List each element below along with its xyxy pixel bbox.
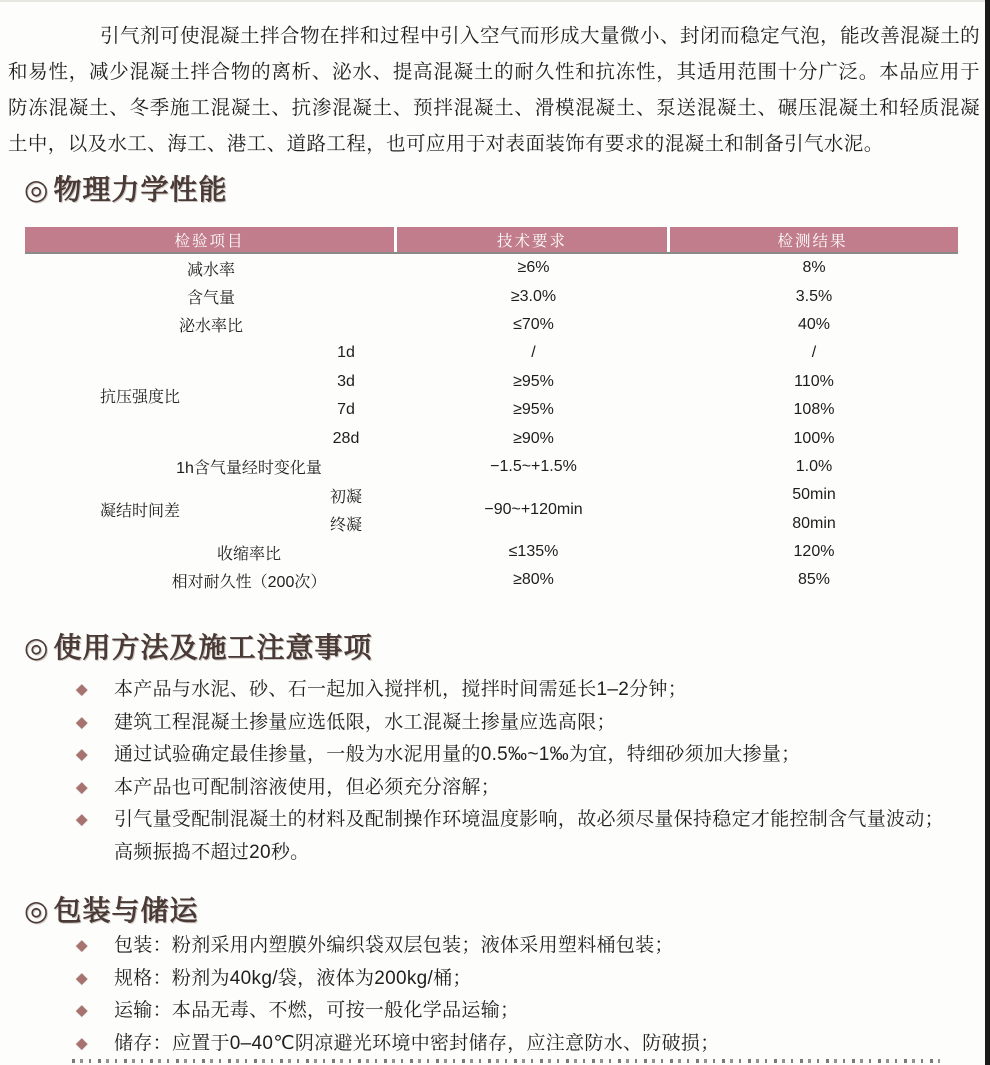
scan-right-edge: [985, 0, 990, 1065]
cell-item: 减水率: [186, 261, 235, 279]
section-marker-icon: ◎: [24, 174, 50, 205]
table-row: [295, 368, 958, 396]
cell-result: 85%: [797, 571, 831, 589]
diamond-bullet-icon: ◆: [76, 969, 88, 987]
table-row: [295, 396, 958, 424]
table-row: [25, 254, 958, 282]
table-row: [295, 424, 958, 452]
table-header-row: [25, 227, 958, 254]
cell-item: 泌水率比: [178, 318, 243, 336]
bullet-text: 本产品与水泥、砂、石一起加入搅拌机，搅拌时间需延长1–2分钟；: [114, 679, 688, 700]
table-row: [25, 282, 958, 310]
cell-item: 收缩率比: [216, 545, 281, 563]
group-label: 凝结时间差: [99, 503, 180, 521]
bullet-text: 通过试验确定最佳掺量，一般为水泥用量的0.5‰~1‰为宜，特细砂须加大掺量；: [114, 744, 801, 766]
cell-item: 1h含气量经时变化量: [176, 460, 322, 478]
table-header-requirement: 技术要求: [397, 227, 670, 252]
cell-result: 110%: [794, 372, 834, 390]
cell-result: 3.5%: [795, 287, 833, 305]
group-label: 抗压强度比: [99, 389, 180, 407]
cell-age: 7d: [337, 401, 355, 419]
cell-requirement: ≥95%: [513, 401, 554, 419]
section-title: 物理力学性能: [53, 174, 228, 205]
diamond-bullet-icon: ◆: [76, 1034, 88, 1052]
cell-item: 含气量: [186, 290, 235, 308]
cell-result: /: [811, 344, 817, 362]
cell-requirement: ≥3.0%: [510, 287, 557, 305]
table-row: [25, 566, 958, 594]
section-heading-physical: [24, 168, 227, 208]
list-item: [76, 707, 960, 740]
bullet-text: 包装：粉剂采用内塑膜外编织袋双层包装；液体采用塑料桶包装；: [114, 935, 674, 956]
cell-result: 100%: [793, 429, 835, 447]
section-heading-usage: [24, 626, 372, 666]
cell-age: 1d: [337, 344, 355, 362]
cell-result: 8%: [802, 259, 826, 277]
bullet-text: 运输：本品无毒、不燃，可按一般化学品运输；: [114, 1000, 520, 1022]
list-item: [76, 772, 960, 805]
section-marker-icon: ◎: [24, 632, 50, 663]
table-group-compressive-strength: [25, 339, 958, 453]
section-heading-packaging: [24, 889, 198, 929]
cell-age: 3d: [337, 372, 355, 390]
cell-age: 28d: [332, 429, 360, 447]
cell-requirement: ≤70%: [513, 315, 554, 333]
cell-requirement: ≥6%: [517, 259, 550, 277]
diamond-bullet-icon: ◆: [76, 1002, 88, 1020]
intro-paragraph: 引气剂可使混凝土拌合物在拌和过程中引入空气而形成大量微小、封闭而稳定气泡，能改善混凝土的和易性，减少混凝土拌合物的离析、泌水、提高混凝土的耐久性和抗冻性，其适用范围十分广泛。本品应用于防冻混凝土、冬季施工混凝土、抗渗混凝土、预拌混凝土、滑模混凝土、泵送混凝土、碾压混凝土和轻质混凝土中，以及水工、海工、港工、道路工程，也可应用于对表面装饰有要求的混凝土和制备引气水泥。: [8, 25, 980, 155]
cell-stage: 终凝: [329, 517, 362, 535]
list-item: [76, 1028, 960, 1061]
table-group-setting-time: [25, 481, 958, 538]
packaging-bullet-list: [76, 930, 960, 1060]
bullet-text: 本产品也可配制溶液使用，但必须充分溶解；: [114, 776, 501, 798]
list-item: [76, 930, 960, 963]
cell-result: 40%: [797, 315, 831, 333]
cell-requirement: ≥80%: [513, 571, 554, 589]
cell-result: 108%: [793, 401, 835, 419]
cell-item: 相对耐久性（200次）: [171, 573, 327, 591]
cell-requirement: −1.5~+1.5%: [490, 457, 577, 475]
table-row: [25, 453, 958, 481]
table-header-item: 检验项目: [25, 227, 397, 252]
table-header-result: 检测结果: [777, 232, 848, 250]
table-row: [25, 538, 958, 566]
list-item: [76, 995, 960, 1028]
list-item: [76, 739, 960, 772]
cell-result: 50min: [792, 486, 836, 504]
cell-requirement: ≥90%: [513, 429, 554, 447]
scan-top-smudge: [0, 0, 990, 2]
section-title: 使用方法及施工注意事项: [53, 632, 373, 663]
list-item: [76, 674, 960, 707]
table-row: [295, 339, 958, 367]
section-title: 包装与储运: [53, 895, 199, 926]
cell-requirement: −90~+120min: [484, 500, 583, 518]
bullet-text: 规格：粉剂为40kg/袋，液体为200kg/桶；: [114, 967, 472, 989]
bullet-text: 建筑工程混凝土掺量应选低限，水工混凝土掺量应选高限；: [114, 711, 616, 733]
cell-requirement: ≤135%: [508, 543, 559, 561]
group-stage-column: [295, 481, 397, 538]
list-item: [76, 804, 960, 869]
diamond-bullet-icon: ◆: [76, 811, 88, 829]
group-result-column: [670, 481, 958, 538]
diamond-bullet-icon: ◆: [76, 681, 88, 698]
cell-requirement: ≥95%: [513, 372, 554, 390]
diamond-bullet-icon: ◆: [76, 746, 88, 764]
usage-bullet-list: [76, 674, 960, 870]
bullet-text: 储存：应置于0–40℃阴凉避光环境中密封储存，应注意防水、防破损；: [114, 1032, 720, 1054]
truncated-bottom-text-fragment: [72, 1059, 940, 1063]
group-rows: [295, 339, 958, 453]
diamond-bullet-icon: ◆: [76, 778, 88, 796]
bullet-text: 引气量受配制混凝土的材料及配制操作环境温度影响，故必须尽量保持稳定才能控制含气量波动；高频振捣不超过20秒。: [114, 809, 944, 863]
table-row: [25, 311, 958, 339]
list-item: [76, 963, 960, 996]
properties-table: [25, 227, 958, 595]
cell-result: 120%: [793, 543, 835, 561]
cell-result: 80min: [792, 514, 836, 532]
diamond-bullet-icon: ◆: [76, 937, 88, 954]
cell-result: 1.0%: [795, 457, 833, 475]
section-marker-icon: ◎: [24, 895, 50, 926]
diamond-bullet-icon: ◆: [76, 713, 88, 731]
cell-stage: 初凝: [329, 488, 362, 506]
cell-requirement: /: [531, 344, 536, 362]
